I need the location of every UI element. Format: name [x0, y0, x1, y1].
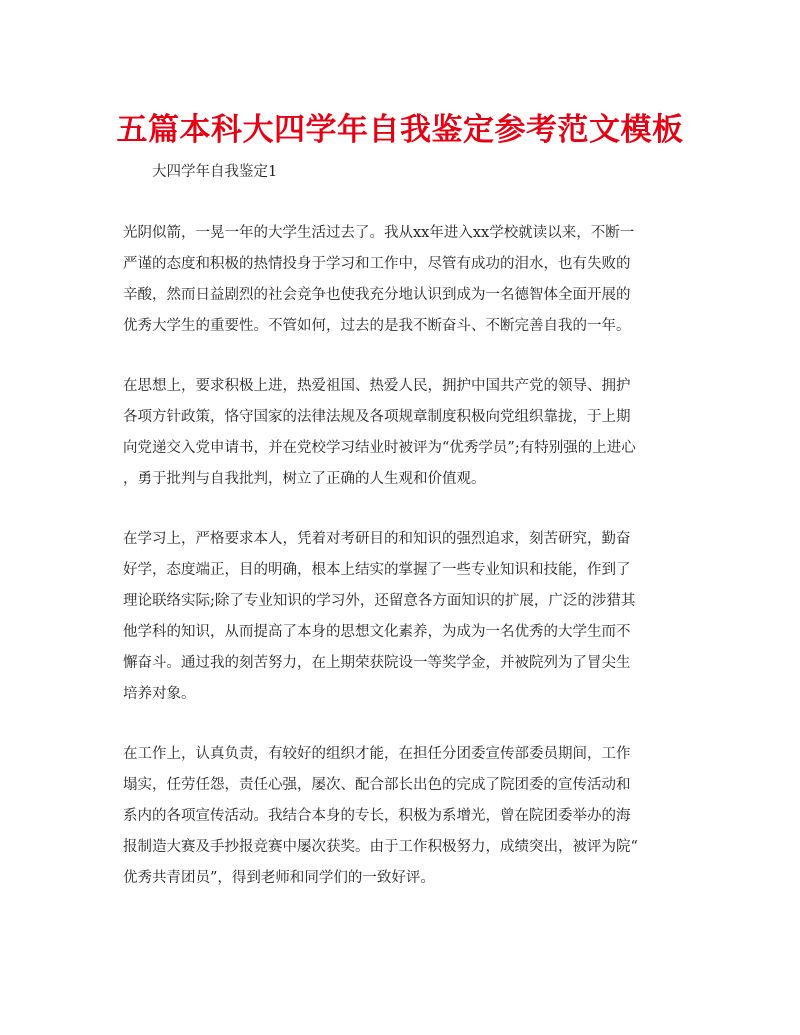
text-line: 各项方针政策，恪守国家的法律法规及各项规章制度积极向党组织靠拢，于上期 — [123, 409, 631, 425]
text-line: 光阴似箭，一晃一年的大学生活过去了。我从xx年进入xx学校就读以来，不断一 — [123, 225, 635, 241]
paragraph — [123, 218, 683, 342]
paragraph — [123, 371, 683, 495]
text-line: 向党递交入党申请书，并在党校学习结业时被评为“优秀学员”;有特别强的上进心 — [123, 440, 636, 456]
text-line: 优秀共青团员”，得到老师和同学们的一致好评。 — [123, 870, 435, 886]
text-line: 在学习上，严格要求本人，凭着对考研目的和知识的强烈追求，刻苦研究，勤奋 — [123, 531, 631, 547]
text-line: 好学，态度端正，目的明确，根本上结实的掌握了一些专业知识和技能，作到了 — [123, 562, 631, 578]
text-line: 塌实，任劳任怨，责任心强，屡次、配合部长出色的完成了院团委的宣传活动和 — [123, 777, 631, 793]
text-line: 报制造大赛及手抄报竞赛中屡次获奖。由于工作积极努力，成绩突出，被评为院“ — [123, 839, 638, 855]
text-line: 懈奋斗。通过我的刻苦努力，在上期荣获院设一等奖学金，并被院列为了冒尖生 — [123, 655, 631, 671]
text-line: 他学科的知识，从而提高了本身的思想文化素养，为成为一名优秀的大学生而不 — [123, 624, 631, 640]
text-line: 优秀大学生的重要性。不管如何，过去的是我不断奋斗、不断完善自我的一年。 — [123, 318, 631, 334]
text-line: 在工作上，认真负责，有较好的组织才能，在担任分团委宣传部委员期间，工作 — [123, 746, 631, 762]
text-line: 在思想上，要求积极上进，热爱祖国、热爱人民，拥护中国共产党的领导、拥护 — [123, 378, 631, 394]
paragraph — [123, 739, 683, 894]
document-subtitle: 大四学年自我鉴定1 — [152, 164, 278, 180]
text-line: 理论联络实际;除了专业知识的学习外，还留意各方面知识的扩展，广泛的涉猎其 — [123, 593, 636, 609]
text-line: 系内的各项宣传活动。我结合本身的专长，积极为系增光，曾在院团委举办的海 — [123, 808, 631, 824]
text-line: 培养对象。 — [123, 686, 196, 702]
document-title: 五篇本科大四学年自我鉴定参考范文模板 — [116, 112, 684, 148]
paragraph — [123, 524, 683, 710]
text-line: ，勇于批判与自我批判，树立了正确的人生观和价值观。 — [123, 471, 486, 487]
text-line: 严谨的态度和积极的热情投身于学习和工作中，尽管有成功的泪水，也有失败的 — [123, 256, 631, 272]
document-body — [123, 218, 683, 923]
text-line: 辛酸，然而日益剧烈的社会竞争也使我充分地认识到成为一名德智体全面开展的 — [123, 287, 631, 303]
